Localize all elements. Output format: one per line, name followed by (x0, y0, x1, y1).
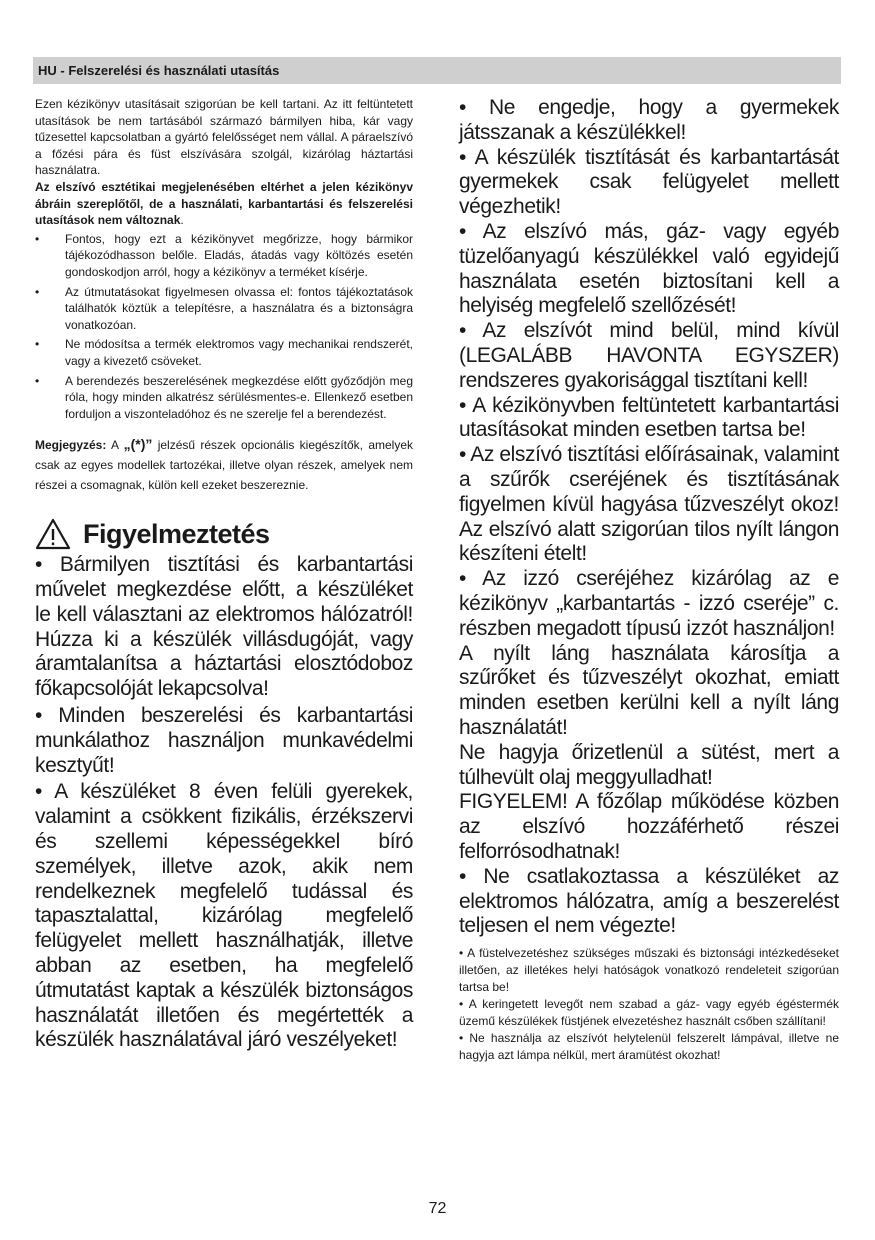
note-text: jelzésű részek opcionális kiegészítők, amelyek csak az egyes modellek tartozékai, illetve olyan részek, amelyek nem részei a csomagnak, külön kell ezeket beszereznie. (35, 438, 413, 493)
section-title: HU - Felszerelési és használati utasítás (38, 63, 280, 78)
warning-triangle-icon (35, 518, 71, 550)
design-notice-end: . (180, 213, 184, 228)
small-note: • Ne használja az elszívót helytelenül felszerelt lámpával, illetve ne hagyja azt lámpa nélkül, mert áramütést okozhat! (459, 1031, 839, 1063)
small-note: • A füstelvezetéshez szükséges műszaki és biztonsági intézkedéseket illetően, az illetékes helyi hatóságok vonatkozó rendeleteit szigorúan tartsa be! (459, 946, 839, 995)
safety-paragraph: • Az elszívót mind belül, mind kívül (LEGALÁBB HAVONTA EGYSZER) rendszeres gyakorisággal tisztítani kell! (459, 319, 839, 392)
note-prefix: A (111, 438, 119, 453)
list-item: • Fontos, hogy ezt a kézikönyvet megőrizze, hogy bármikor tájékozódhasson belőle. Eladás, átadás vagy költözés esetén gondoskodjon arról, hogy a kézikönyv a terméket kísérje. (35, 231, 413, 279)
list-item: • Az útmutatásokat figyelmesen olvassa el: fontos tájékoztatások találhatók köztük a telepítésre, a használatra és a biztonságra vonatkozóan. (35, 284, 413, 332)
safety-paragraph: FIGYELEM! A főzőlap működése közben az elszívó hozzáférhető részei felforrósodhatnak! (459, 790, 839, 863)
safety-paragraph: • Ne csatlakoztassa a készüléket az elektromos hálózatra, amíg a beszerelést teljesen el nem végezte! (459, 864, 839, 938)
safety-paragraph: Ne hagyja őrizetlenül a sütést, mert a túlhevült olaj meggyulladhat! (459, 740, 839, 789)
safety-paragraph: A nyílt láng használata károsítja a szűrőket és tűzveszélyt okozhat, emiatt minden esetben kerülni kell a nyílt láng használatát! (459, 641, 839, 739)
list-item: • A berendezés beszerelésének megkezdése előtt győződjön meg róla, hogy minden alkatrész sérülésmentes-e. Ellenkező esetben forduljon a viszonteladóhoz és ne szerelje fel a berendezést. (35, 373, 413, 421)
safety-paragraph: • Az elszívó más, gáz- vagy egyéb tüzelőanyagú készülékkel való egyidejű használata esetén biztosítani kell a helyiség megfelelő szellőzését! (459, 219, 839, 318)
warning-heading (35, 517, 413, 551)
design-notice-text: Az elszívó esztétikai megjelenésében eltérhet a jelen kézikönyv ábráin szereplőtől, de a használati, karbantartási és felszerelési utasítások nem változnak (35, 179, 413, 228)
warning-title: Figyelmeztetés (83, 518, 270, 549)
design-notice (35, 179, 413, 229)
page-number: 72 (428, 1200, 447, 1217)
note-label: Megjegyzés: (35, 438, 107, 453)
small-notes (459, 945, 839, 1064)
intro-paragraph: Ezen kézikönyv utasításait szigorúan be kell tartani. Az itt feltüntetett utasítások be nem tartásából származó bármilyen hiba, kár vagy tűzesettel kapcsolatban a gyártó felelősséget nem vállal. A páraelszívó a főzési pára és füst elszívására szolgál, kizárólag háztartási használatra. (35, 97, 413, 178)
safety-paragraph: • Ne engedje, hogy a gyermekek játsszanak a készülékkel! (459, 96, 839, 144)
safety-paragraph: • Az izzó cseréjéhez kizárólag az e kézikönyv „karbantartás - izzó cseréje” c. részben megadott típusú izzót használjon! (459, 567, 839, 640)
left-column (35, 96, 413, 1053)
safety-paragraph: • A kézikönyvben feltüntetett karbantartási utasításokat minden esetben tartsa be! (459, 393, 839, 442)
warning-paragraph: • Bármilyen tisztítási és karbantartási művelet megkezdése előtt, a készüléket le kell választani az elektromos hálózatról! Húzza ki a készülék villásdugóját, vagy áramtalanítsa a háztartási elosztódoboz főkapcsolóját lekapcsolva! (35, 553, 413, 701)
warning-paragraph: • A készüléket 8 éven felüli gyerekek, valamint a csökkent fizikális, érzékszervi és szellemi képességekkel bíró személyek, illetve azok, akik nem rendelkeznek megfelelő tudással és tapasztalattal, kizárólag megfelelő felügyelet mellett használhatják, illetve abban az esetben, ha megfelelő útmutatást kaptak a készülék biztonságos használatát illetően és megértették a készülék használatával járó veszélyeket! (35, 780, 413, 1052)
right-column (459, 96, 839, 1064)
safety-paragraph: • A készülék tisztítását és karbantartását gyermekek csak felügyelet mellett végezhetik! (459, 145, 839, 219)
note-symbol: „(*)” (123, 436, 153, 453)
section-header (33, 57, 841, 84)
note-paragraph (35, 434, 413, 495)
small-note: • A keringetett levegőt nem szabad a gáz- vagy egyéb égéstermék üzemű készülékek füstjének elvezetéshez használt csőben szállítani! (459, 997, 839, 1029)
instruction-list (35, 231, 413, 423)
warning-paragraph: • Minden beszerelési és karbantartási munkálathoz használjon munkavédelmi kesztyűt! (35, 704, 413, 777)
safety-paragraph: • Az elszívó tisztítási előírásainak, valamint a szűrők cseréjének és tisztításának figyelmen kívül hagyása tűzveszélyt okoz! Az elszívó alatt szigorúan tilos nyílt lángon készíteni ételt! (459, 443, 839, 566)
list-item: • Ne módosítsa a termék elektromos vagy mechanikai rendszerét, vagy a kivezető csöveket. (35, 337, 413, 368)
